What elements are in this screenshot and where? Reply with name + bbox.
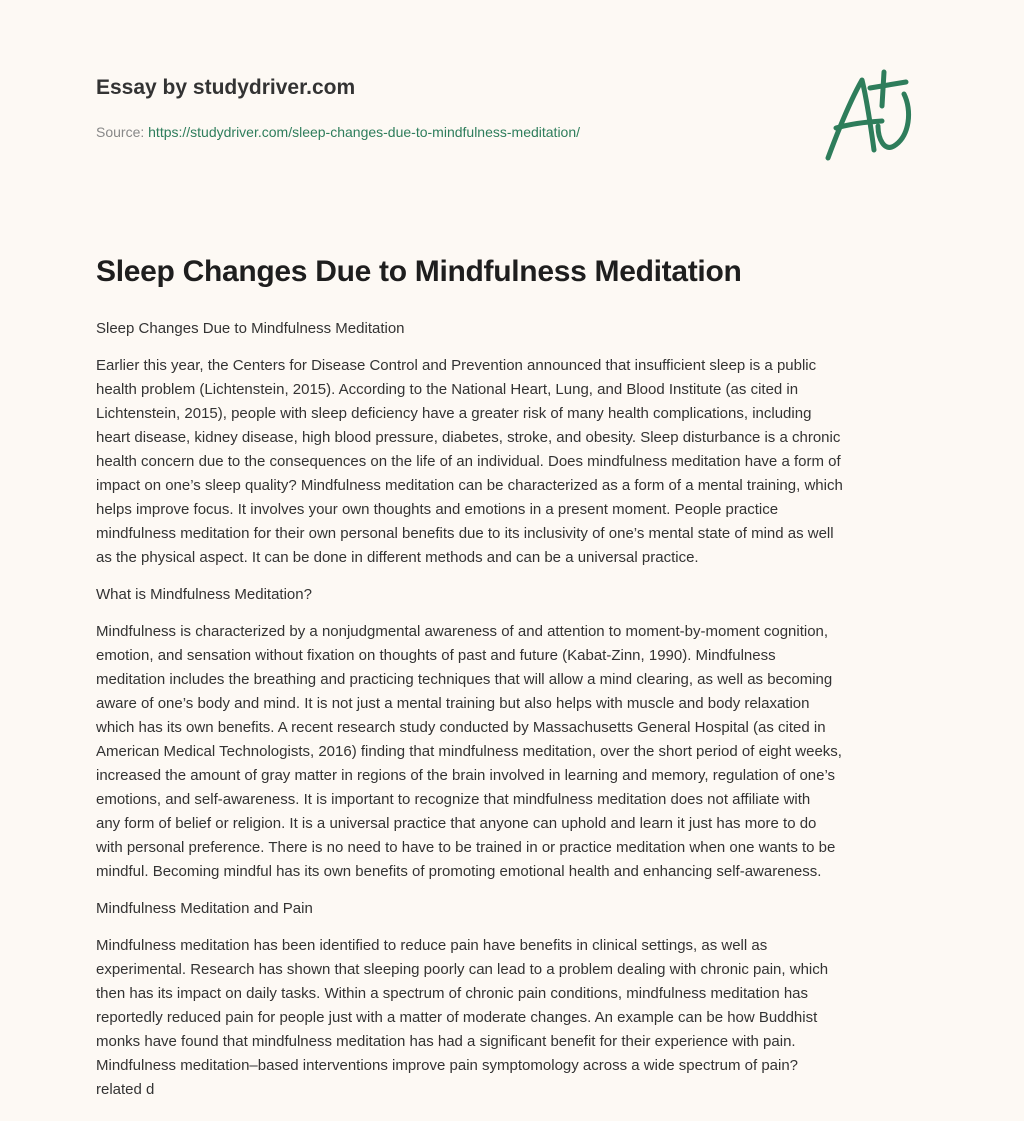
section-heading bbox=[96, 317, 936, 341]
text-line: mindful. Becoming mindful has its own benefits of promoting emotional health and enhancing self-awareness. bbox=[96, 863, 822, 880]
text-line: heart disease, kidney disease, high blood pressure, diabetes, stroke, and obesity. Sleep disturbance is a chronic bbox=[96, 429, 841, 446]
text-line: related d bbox=[96, 1081, 155, 1098]
text-line: meditation includes the breathing and practicing techniques that will allow a mind clearing, as well as becoming bbox=[96, 671, 833, 688]
text-line: emotions, and self-awareness. It is important to recognize that mindfulness meditation does not affiliate with bbox=[96, 791, 811, 808]
paragraph bbox=[96, 934, 936, 1102]
paragraph bbox=[96, 354, 936, 570]
text-line: increased the amount of gray matter in regions of the brain involved in learning and memory, regulation of one’s bbox=[96, 767, 836, 784]
text-line: experimental. Research has shown that sleeping poorly can lead to a problem dealing with chronic pain, which bbox=[96, 961, 829, 978]
text-line: Mindfulness is characterized by a nonjudgmental awareness of and attention to moment-by-moment cognition, bbox=[96, 623, 829, 640]
text-line: with personal preference. There is no need to have to be trained in or practice meditation when one wants to be bbox=[96, 839, 836, 856]
text-line: reportedly reduced pain for people just with a matter of moderate changes. An example can be how Buddhist bbox=[96, 1009, 818, 1026]
text-line: as the physical aspect. It can be done in different methods and can be a universal practice. bbox=[96, 549, 699, 566]
source-line bbox=[96, 124, 580, 140]
paragraph bbox=[96, 620, 936, 884]
text-line: Mindfulness meditation has been identified to reduce pain have benefits in clinical settings, as well as bbox=[96, 937, 768, 954]
text-line: mindfulness meditation for their own personal benefits due to its inclusivity of one’s mental state of mind as well bbox=[96, 525, 834, 542]
text-line: monks have found that mindfulness meditation has had a significant benefit for their experience with pain. bbox=[96, 1033, 796, 1050]
source-link[interactable]: https://studydriver.com/sleep-changes-due-to-mindfulness-meditation/ bbox=[148, 124, 581, 140]
text-line: Sleep Changes Due to Mindfulness Meditation bbox=[96, 320, 405, 337]
text-line: helps improve focus. It involves your own thoughts and emotions in a present moment. People practice bbox=[96, 501, 779, 518]
source-label: Source: bbox=[96, 124, 145, 140]
essay-body bbox=[96, 317, 936, 1115]
text-line: American Medical Technologists, 2016) finding that mindfulness meditation, over the short period of eight weeks, bbox=[96, 743, 842, 760]
text-line: Mindfulness meditation–based interventions improve pain symptomology across a wide spectrum of pain? bbox=[96, 1057, 799, 1074]
text-line: impact on one’s sleep quality? Mindfulness meditation can be characterized as a form of a mental training, which bbox=[96, 477, 843, 494]
text-line: any form of belief or religion. It is a universal practice that anyone can uphold and learn it just has more to do bbox=[96, 815, 817, 832]
section-heading bbox=[96, 583, 936, 607]
text-line: then has its impact on daily tasks. Within a spectrum of chronic pain conditions, mindfulness meditation has bbox=[96, 985, 809, 1002]
text-line: which has its own benefits. A recent research study conducted by Massachusetts General Hospital (as cited in bbox=[96, 719, 826, 736]
essay-title: Sleep Changes Due to Mindfulness Meditation bbox=[96, 255, 742, 288]
site-title: Essay by studydriver.com bbox=[96, 76, 356, 99]
text-line: Mindfulness Meditation and Pain bbox=[96, 900, 313, 917]
text-line: Lichtenstein, 2015), people with sleep deficiency have a greater risk of many health complications, including bbox=[96, 405, 812, 422]
text-line: health problem (Lichtenstein, 2015). According to the National Heart, Lung, and Blood Institute (as cited in bbox=[96, 381, 799, 398]
text-line: What is Mindfulness Meditation? bbox=[96, 586, 312, 603]
text-line: emotion, and sensation without fixation on thoughts of past and future (Kabat-Zinn, 1990). Mindfulness bbox=[96, 647, 776, 664]
text-line: aware of one’s body and mind. It is not just a mental training but also helps with muscle and body relaxation bbox=[96, 695, 810, 712]
text-line: Earlier this year, the Centers for Disease Control and Prevention announced that insufficient sleep is a public bbox=[96, 357, 817, 374]
text-line: health concern due to the consequences on the life of an individual. Does mindfulness meditation have a form of bbox=[96, 453, 841, 470]
a-plus-logo-icon bbox=[818, 66, 930, 166]
section-heading bbox=[96, 897, 936, 921]
